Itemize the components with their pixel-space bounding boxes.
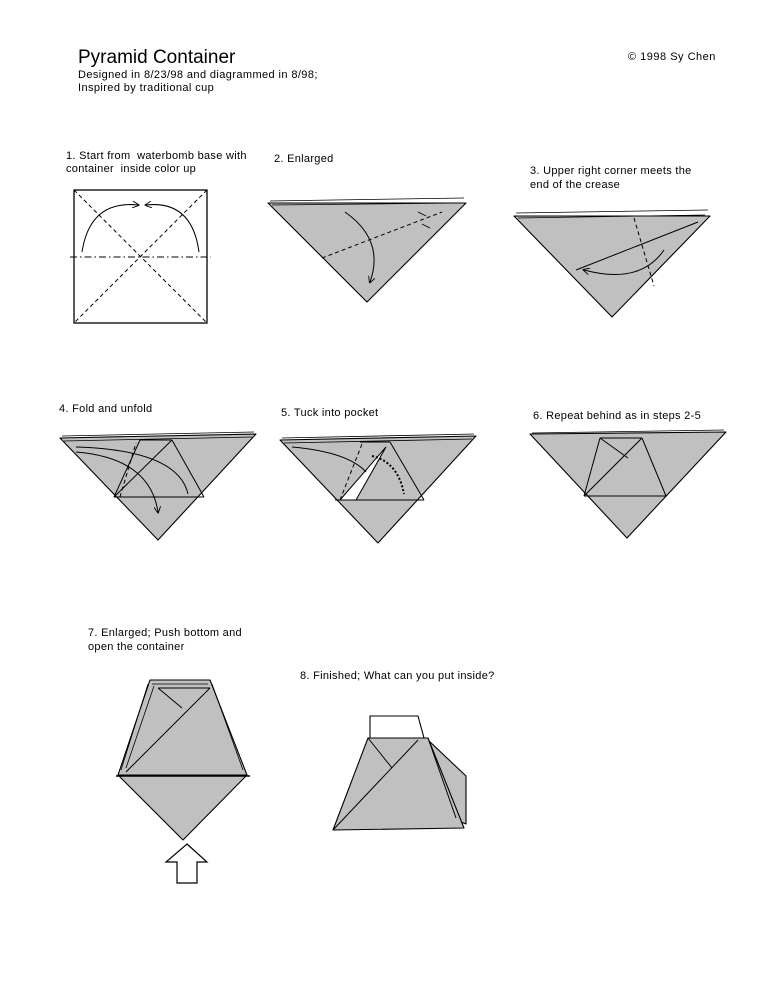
step-2-figure [268, 198, 466, 302]
inspiration-note: Inspired by traditional cup [78, 82, 215, 94]
step-3-figure [514, 210, 710, 317]
step-1-caption-line1: 1. Start from waterbomb base with [66, 150, 247, 162]
step-6-caption: 6. Repeat behind as in steps 2-5 [533, 410, 701, 422]
design-date-note: Designed in 8/23/98 and diagrammed in 8/98; [78, 69, 318, 81]
step-3-caption-line1: 3. Upper right corner meets the [530, 165, 692, 177]
copyright-notice: © 1998 Sy Chen [628, 51, 716, 63]
step-7-caption-line2: open the container [88, 641, 185, 653]
step-1-caption-line2: container inside color up [66, 163, 197, 175]
step-4-caption: 4. Fold and unfold [59, 403, 153, 415]
step-7-caption-line1: 7. Enlarged; Push bottom and [88, 627, 242, 639]
step-7-figure [116, 680, 250, 883]
step-8-caption: 8. Finished; What can you put inside? [300, 670, 495, 682]
step-5-caption: 5. Tuck into pocket [281, 407, 379, 419]
step-1-figure [70, 190, 211, 323]
step-5-figure [280, 434, 476, 543]
page-title: Pyramid Container [78, 47, 236, 68]
push-up-arrow-icon [166, 844, 207, 883]
step-4-figure [60, 432, 256, 540]
step-2-caption: 2. Enlarged [274, 153, 334, 165]
step-6-figure [530, 430, 726, 538]
step-8-figure [333, 716, 466, 830]
step-3-caption-line2: end of the crease [530, 179, 621, 191]
